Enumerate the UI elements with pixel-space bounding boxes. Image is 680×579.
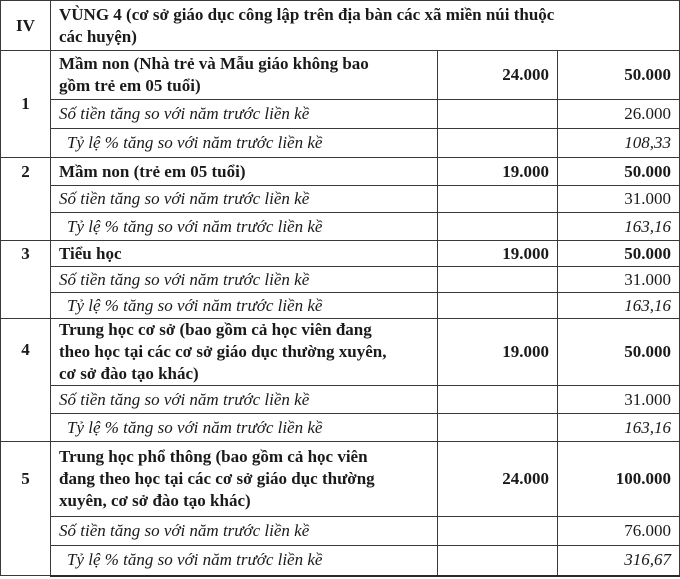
old-fee: 24.000 <box>438 442 558 517</box>
old-fee: 19.000 <box>438 319 558 386</box>
increase-percent-row <box>1 213 680 241</box>
level-name: Trung học cơ sở (bao gồm cả học viên đang theo học tại các cơ sở giáo dục thường xuyên, cơ sở đào tạo khác) <box>51 319 438 386</box>
increase-amount-row <box>1 186 680 213</box>
increase-amount-row <box>1 386 680 414</box>
level-name: Mầm non (Nhà trẻ và Mẫu giáo không bao gồm trẻ em 05 tuổi) <box>51 51 438 100</box>
new-fee: 50.000 <box>558 319 680 386</box>
region-title: VÙNG 4 (cơ sở giáo dục công lập trên địa bàn các xã miền núi thuộc các huyện) <box>51 1 680 51</box>
table-row <box>1 51 680 100</box>
increase-amount-row <box>1 100 680 129</box>
increase-label: Số tiền tăng so với năm trước liền kề <box>51 386 438 414</box>
empty-cell <box>438 213 558 241</box>
increase-label: Số tiền tăng so với năm trước liền kề <box>51 267 438 293</box>
empty-cell <box>438 517 558 546</box>
increase-value: 31.000 <box>558 386 680 414</box>
percent-label: Tỷ lệ % tăng so với năm trước liền kề <box>51 129 438 158</box>
empty-cell <box>438 267 558 293</box>
increase-value: 26.000 <box>558 100 680 129</box>
level-name: Mầm non (trẻ em 05 tuổi) <box>51 158 438 186</box>
old-fee: 19.000 <box>438 241 558 267</box>
percent-value: 163,16 <box>558 213 680 241</box>
percent-value: 316,67 <box>558 546 680 576</box>
region-header-row <box>1 1 680 51</box>
increase-value: 76.000 <box>558 517 680 546</box>
empty-cell <box>438 100 558 129</box>
region-stt: IV <box>1 1 51 51</box>
increase-percent-row <box>1 293 680 319</box>
increase-label: Số tiền tăng so với năm trước liền kề <box>51 100 438 129</box>
empty-cell <box>438 386 558 414</box>
row-stt: 5 <box>1 442 51 576</box>
empty-cell <box>438 546 558 576</box>
percent-label: Tỷ lệ % tăng so với năm trước liền kề <box>51 414 438 442</box>
percent-value: 163,16 <box>558 414 680 442</box>
increase-percent-row <box>1 546 680 576</box>
table-row <box>1 319 680 386</box>
table-row <box>1 442 680 517</box>
table-row <box>1 241 680 267</box>
increase-value: 31.000 <box>558 267 680 293</box>
level-name: Tiểu học <box>51 241 438 267</box>
row-stt: 1 <box>1 51 51 158</box>
increase-label: Số tiền tăng so với năm trước liền kề <box>51 517 438 546</box>
new-fee: 50.000 <box>558 241 680 267</box>
increase-value: 31.000 <box>558 186 680 213</box>
increase-percent-row <box>1 129 680 158</box>
new-fee: 100.000 <box>558 442 680 517</box>
increase-percent-row <box>1 414 680 442</box>
increase-label: Số tiền tăng so với năm trước liền kề <box>51 186 438 213</box>
percent-label: Tỷ lệ % tăng so với năm trước liền kề <box>51 546 438 576</box>
old-fee: 19.000 <box>438 158 558 186</box>
old-fee: 24.000 <box>438 51 558 100</box>
percent-label: Tỷ lệ % tăng so với năm trước liền kề <box>51 213 438 241</box>
new-fee: 50.000 <box>558 158 680 186</box>
increase-amount-row <box>1 517 680 546</box>
empty-cell <box>438 293 558 319</box>
percent-label: Tỷ lệ % tăng so với năm trước liền kề <box>51 293 438 319</box>
row-stt: 3 <box>1 241 51 319</box>
percent-value: 108,33 <box>558 129 680 158</box>
percent-value: 163,16 <box>558 293 680 319</box>
row-stt: 4 <box>1 319 51 442</box>
empty-cell <box>438 414 558 442</box>
empty-cell <box>438 186 558 213</box>
level-name: Trung học phổ thông (bao gồm cả học viên đang theo học tại các cơ sở giáo dục thường xuyên, cơ sở đào tạo khác) <box>51 442 438 517</box>
increase-amount-row <box>1 267 680 293</box>
table-row <box>1 158 680 186</box>
new-fee: 50.000 <box>558 51 680 100</box>
empty-cell <box>438 129 558 158</box>
row-stt: 2 <box>1 158 51 241</box>
